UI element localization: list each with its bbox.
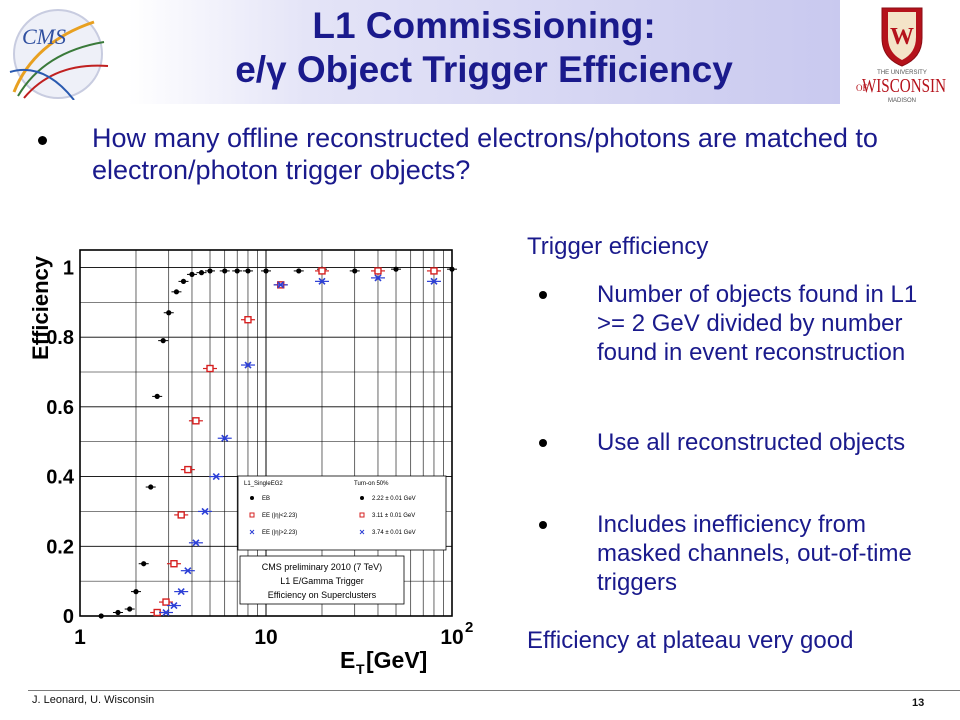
data-point [141, 561, 146, 566]
data-point [375, 268, 381, 274]
data-point [181, 279, 186, 284]
legend-turnon-value: 2.22 ± 0.01 GeV [372, 496, 416, 502]
data-point [163, 599, 169, 605]
data-point [393, 267, 398, 272]
data-point [155, 394, 160, 399]
y-tick-label: 0.8 [46, 327, 74, 350]
legend-marker [360, 496, 364, 500]
bullet-dot [539, 439, 547, 447]
data-point [222, 268, 227, 273]
data-point [207, 268, 212, 273]
efficiency-plot [14, 226, 476, 680]
y-tick-label: 1 [62, 257, 74, 280]
main-bullet-text: How many offline reconstructed electrons/photons are matched to electron/photon trigger objects? [92, 123, 878, 185]
data-point [245, 268, 250, 273]
slide-title [128, 4, 840, 92]
bullet-dot [539, 521, 547, 529]
data-point [99, 613, 104, 618]
data-point [185, 467, 191, 473]
data-point [319, 268, 325, 274]
legend-turnon-value: 3.11 ± 0.01 GeV [372, 513, 416, 519]
x-axis-label-subscript: T [356, 661, 365, 677]
y-tick-label: 0 [62, 606, 74, 628]
annotation-line: L1 E/Gamma Trigger [280, 576, 364, 586]
data-point [127, 606, 132, 611]
page-number: 13 [912, 697, 925, 709]
bullet-dot [539, 291, 547, 299]
x-tick-label: 10 [254, 626, 278, 649]
data-point [352, 268, 357, 273]
data-point [245, 317, 251, 323]
data-point [431, 268, 437, 274]
x-axis-label-unit: [GeV] [366, 647, 428, 673]
data-point [174, 289, 179, 294]
y-tick-label: 0.2 [46, 536, 74, 559]
data-point [263, 268, 268, 273]
x-tick-label: 1 [74, 626, 86, 649]
legend-entry: EE (|η|>2.23) [262, 530, 298, 536]
legend-marker [360, 513, 364, 517]
right-bullet-2-text: Use all reconstructed objects [597, 429, 906, 456]
data-point [189, 272, 194, 277]
footer-divider [28, 690, 960, 691]
data-point [171, 561, 177, 567]
uw-logo [846, 4, 958, 104]
data-point [296, 268, 301, 273]
data-point [166, 310, 171, 315]
annotation-line: Efficiency on Superclusters [267, 590, 377, 600]
x-tick-label: 10 [440, 626, 464, 649]
data-point [235, 268, 240, 273]
data-point [193, 418, 199, 424]
legend-marker [250, 496, 254, 500]
legend-title: L1_SingleEG2 [244, 481, 283, 487]
right-bullet-3-text: Includes inefficiency from masked channels, out-of-time triggers [597, 511, 912, 596]
data-point [115, 610, 120, 615]
cms-logo [4, 2, 112, 100]
title-line-2: e/γ Object Trigger Efficiency [235, 49, 733, 90]
bullet-dot [38, 136, 47, 145]
data-point [161, 338, 166, 343]
right-footer: Efficiency at plateau very good [527, 627, 854, 654]
x-tick-superscript: 2 [465, 619, 474, 636]
legend-marker [250, 513, 254, 517]
data-point [199, 270, 204, 275]
annotation-line: CMS preliminary 2010 (7 TeV) [261, 562, 383, 572]
data-point [133, 589, 138, 594]
uw-logo-main: WISCONSIN [862, 75, 946, 97]
uw-logo-sub: MADISON [887, 98, 917, 104]
right-bullet-1-text: Number of objects found in L1 >= 2 GeV divided by number found in event reconstruction [597, 281, 918, 366]
data-point [207, 366, 213, 372]
x-axis-label: E [340, 647, 356, 673]
uw-logo-of: OF [856, 83, 868, 93]
right-heading: Trigger efficiency [527, 233, 709, 260]
y-tick-label: 0.6 [46, 396, 74, 419]
y-tick-label: 0.4 [46, 466, 74, 489]
data-point [178, 512, 184, 518]
legend-entry: EB [262, 496, 271, 502]
cms-logo-text: CMS [22, 24, 66, 49]
legend-turnon-title: Turn-on 50% [354, 481, 389, 487]
plot-background [14, 226, 476, 680]
title-line-1: L1 Commissioning: [312, 5, 656, 46]
data-point [148, 484, 153, 489]
legend-entry: EE (|η|<2.23) [262, 513, 298, 519]
uw-logo-small-text: THE UNIVERSITY [877, 70, 927, 76]
legend-turnon-value: 3.74 ± 0.01 GeV [372, 530, 416, 536]
svg-text:W: W [890, 24, 914, 50]
data-point [449, 267, 454, 272]
footer-author: J. Leonard, U. Wisconsin [32, 694, 155, 706]
y-axis-label: Efficiency [28, 256, 53, 360]
